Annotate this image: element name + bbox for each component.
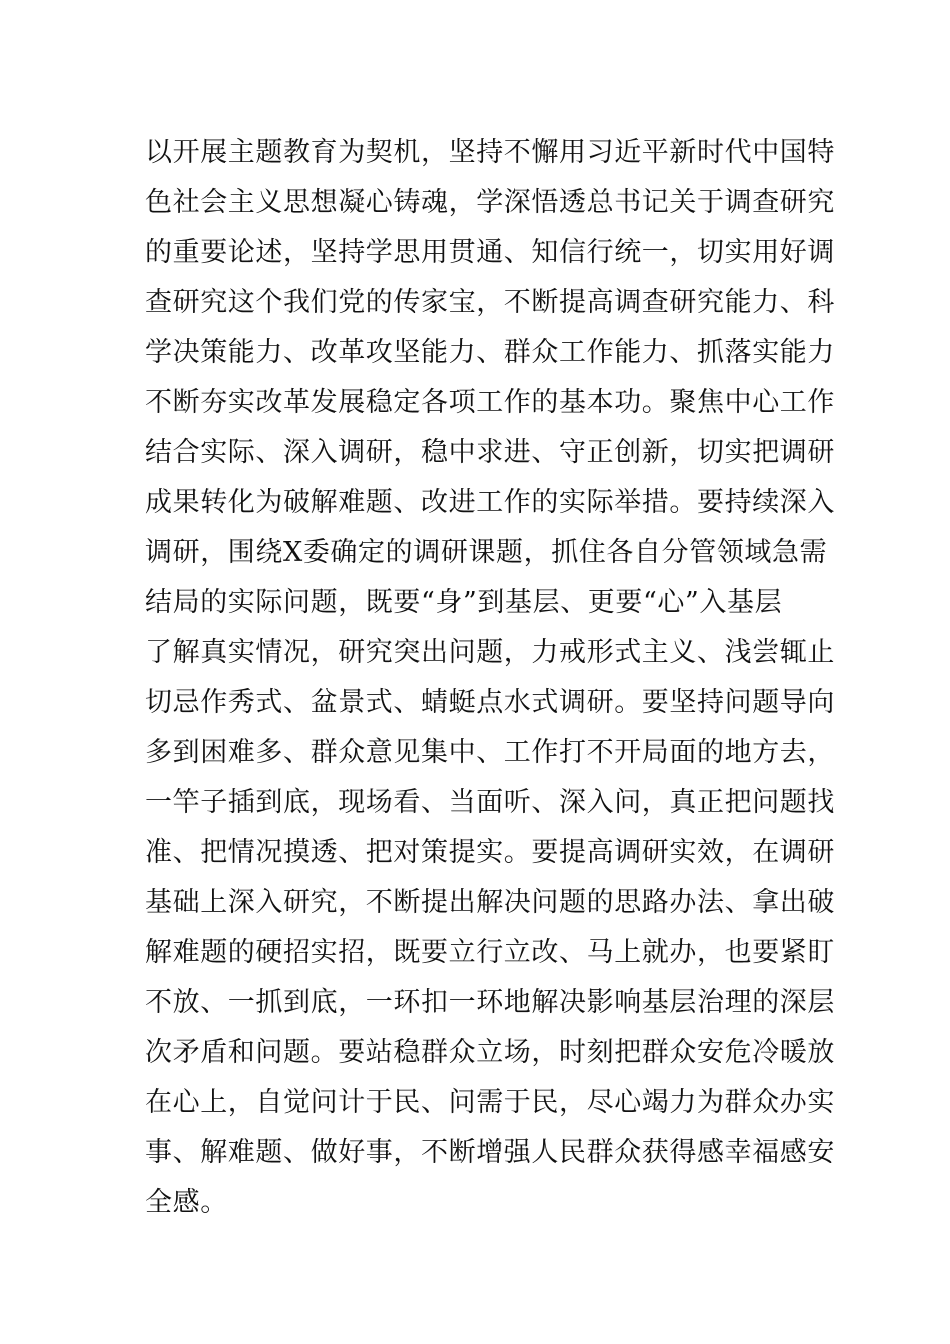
paragraph-line: 结合实际、深入调研，稳中求进、守正创新，切实把调研: [145, 437, 835, 468]
paragraph-line: 不断夯实改革发展稳定各项工作的基本功。聚焦中心工作: [145, 387, 835, 418]
paragraph-line: 多到困难多、群众意见集中、工作打不开局面的地方去，: [145, 737, 835, 768]
paragraph-line: 一竿子插到底，现场看、当面听、深入问，真正把问题找: [145, 787, 835, 818]
paragraph-line: 结局的实际问题，既要“身”到基层、更要“心”入基层: [145, 587, 783, 618]
paragraph-line: 切忌作秀式、盆景式、蜻蜓点水式调研。要坚持问题导向: [145, 687, 835, 718]
paragraph-line: 在心上，自觉问计于民、问需于民，尽心竭力为群众办实: [145, 1087, 835, 1118]
paragraph-line: 了解真实情况，研究突出问题，力戒形式主义、浅尝辄止: [145, 637, 835, 668]
paragraph-line: 成果转化为破解难题、改进工作的实际举措。要持续深入: [145, 487, 835, 518]
paragraph-line: 的重要论述，坚持学思用贯通、知信行统一，切实用好调: [145, 237, 835, 268]
paragraph-line: 准、把情况摸透、把对策提实。要提高调研实效，在调研: [145, 837, 835, 868]
paragraph-line: 查研究这个我们党的传家宝，不断提高调查研究能力、科: [145, 287, 835, 318]
paragraph-line: 基础上深入研究，不断提出解决问题的思路办法、拿出破: [145, 887, 835, 918]
paragraph-line: 全感。: [145, 1187, 228, 1218]
paragraph-line: 色社会主义思想凝心铸魂，学深悟透总书记关于调查研究: [145, 187, 835, 218]
paragraph-line: 以开展主题教育为契机，坚持不懈用习近平新时代中国特: [145, 137, 835, 168]
paragraph-line: 次矛盾和问题。要站稳群众立场，时刻把群众安危冷暖放: [145, 1037, 835, 1068]
paragraph-line: 调研，围绕X委确定的调研课题，抓住各自分管领域急需: [145, 537, 828, 568]
body-paragraph: [145, 128, 835, 1228]
paragraph-line: 不放、一抓到底，一环扣一环地解决影响基层治理的深层: [145, 987, 835, 1018]
paragraph-line: 学决策能力、改革攻坚能力、群众工作能力、抓落实能力: [145, 337, 835, 368]
paragraph-line: 解难题的硬招实招，既要立行立改、马上就办，也要紧盯: [145, 937, 835, 968]
paragraph-line: 事、解难题、做好事，不断增强人民群众获得感幸福感安: [145, 1137, 835, 1168]
